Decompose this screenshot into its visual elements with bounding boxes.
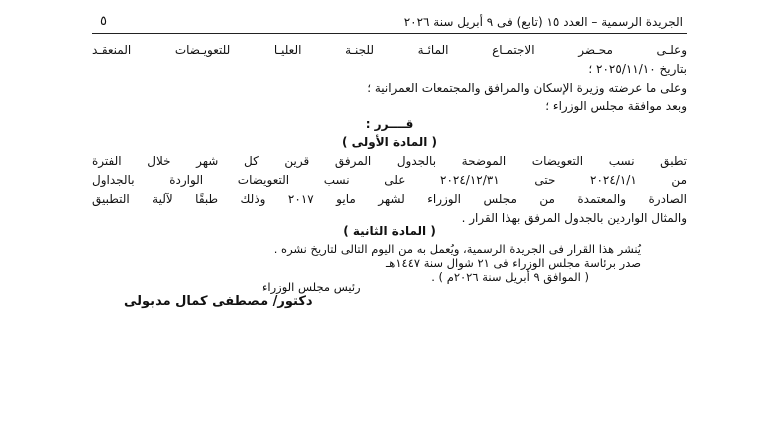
article-1-line-2: من ٢٠٢٤/١/١ حتى ٢٠٢٤/١٢/٣١ على نسب التعويضات الواردة بالجداول bbox=[92, 173, 687, 187]
header-divider bbox=[92, 33, 687, 34]
preamble-line-1: وعلـى محـضر الاجتمـاع المائـة للجنـة العليـا للتعويـضات المنعقـد bbox=[92, 43, 687, 57]
issued-line-1: صدر برئاسة مجلس الوزراء فى ٢١ شوال سنة ١٤٤٧هـ bbox=[385, 256, 641, 270]
article-1-line-4: والمثال الواردين بالجدول المرفق بهذا القرار . bbox=[461, 211, 687, 225]
gazette-header-title: الجريدة الرسمية – العدد ١٥ (تابع) فى ٩ أبريل سنة ٢٠٢٦ bbox=[403, 15, 683, 29]
preamble-line-3: وعلى ما عرضته وزيرة الإسكان والمرافق والمجتمعات العمرانية ؛ bbox=[367, 81, 687, 95]
page-number: ٥ bbox=[100, 14, 107, 29]
article-1-title: ( المادة الأولى ) bbox=[341, 135, 438, 149]
signature-role: رئيس مجلس الوزراء bbox=[262, 280, 361, 294]
page-header bbox=[96, 11, 683, 33]
article-1-line-1: تطبق نسب التعويضات الموضحة بالجدول المرفق قرين كل شهر خلال الفترة bbox=[92, 154, 687, 168]
decision-heading: قــــرر : bbox=[365, 117, 414, 131]
article-2-line-1: يُنشر هذا القرار فى الجريدة الرسمية، ويُعمل به من اليوم التالى لتاريخ نشره . bbox=[273, 242, 641, 256]
preamble-line-4: وبعد موافقة مجلس الوزراء ؛ bbox=[545, 99, 687, 113]
preamble-line-2: بتاريخ ٢٠٢٥/١١/١٠ ؛ bbox=[588, 62, 687, 76]
signature-name: دكتور/ مصطفى كمال مدبولى bbox=[124, 294, 313, 309]
article-1-line-3: الصادرة والمعتمدة من مجلس الوزراء لشهر مايو ٢٠١٧ وذلك طبقًا لآلية التطبيق bbox=[92, 192, 687, 206]
article-2-title: ( المادة الثانية ) bbox=[343, 224, 436, 238]
issued-line-2: ( الموافق ٩ أبريل سنة ٢٠٢٦م ) . bbox=[431, 270, 589, 284]
